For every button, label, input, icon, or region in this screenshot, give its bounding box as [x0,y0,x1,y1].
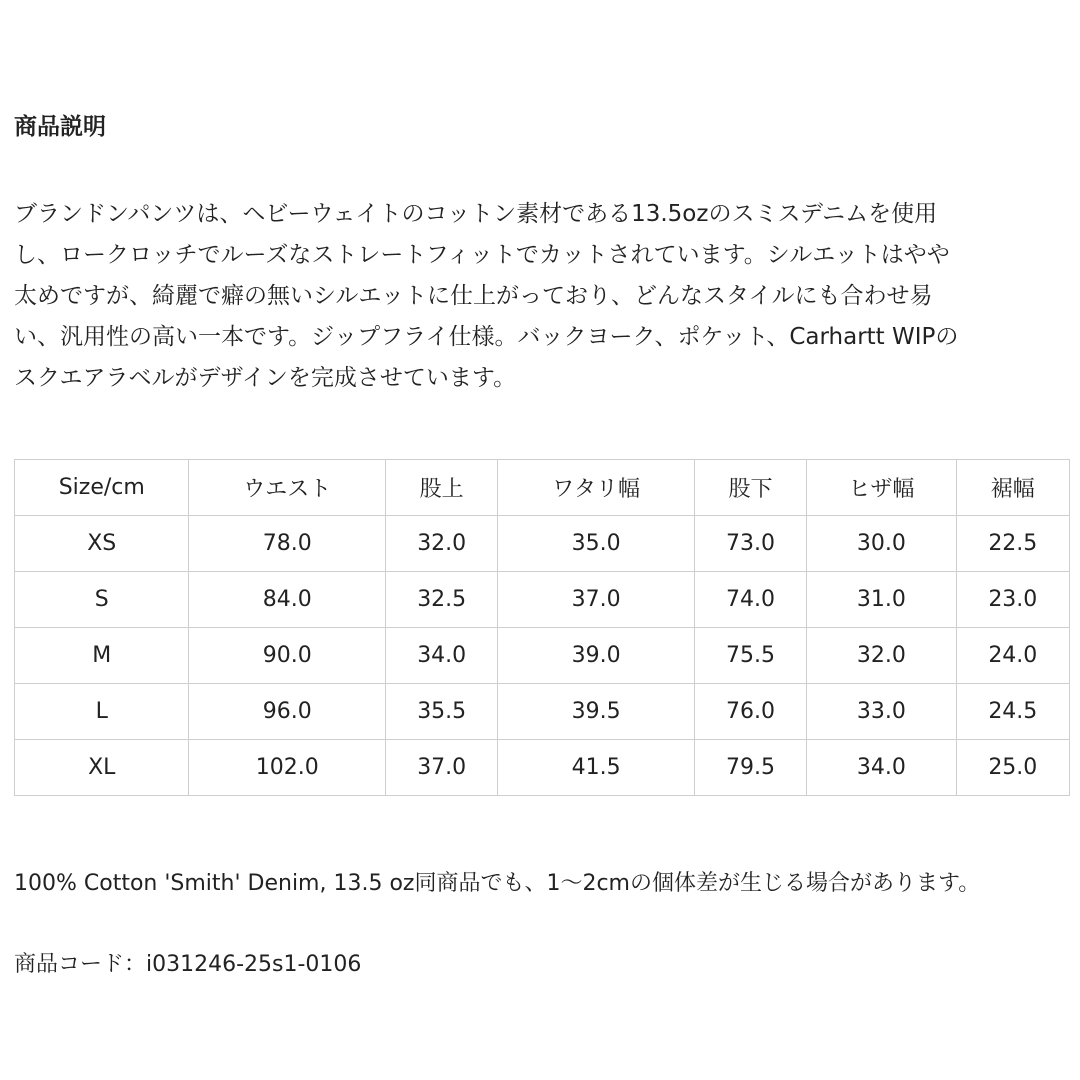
waist-cell: 102.0 [189,740,386,796]
rise-cell: 34.0 [386,628,498,684]
column-header-size: Size/cm [15,460,189,516]
description-line: 太めですが、綺麗で癖の無いシルエットに仕上がっており、どんなスタイルにも合わせ易 [14,283,933,309]
column-header-thigh: ワタリ幅 [498,460,695,516]
rise-cell: 32.5 [386,572,498,628]
size-cell: XS [15,516,189,572]
product-code: 商品コード：i031246-25s1-0106 [14,952,362,977]
knee-cell: 33.0 [807,684,956,740]
column-header-knee: ヒザ幅 [807,460,956,516]
inseam-cell: 73.0 [694,516,806,572]
size-cell: S [15,572,189,628]
section-heading: 商品説明 [14,114,106,140]
inseam-cell: 74.0 [694,572,806,628]
waist-cell: 78.0 [189,516,386,572]
variance-note: 100% Cotton 'Smith' Denim, 13.5 oz同商品でも、1～2cmの個体差が生じる場合があります。 [14,871,981,896]
inseam-cell: 79.5 [694,740,806,796]
column-header-hem: 裾幅 [956,460,1069,516]
table-row [15,572,1070,628]
inseam-cell: 76.0 [694,684,806,740]
column-header-inseam: 股下 [694,460,806,516]
waist-cell: 90.0 [189,628,386,684]
knee-cell: 31.0 [807,572,956,628]
column-header-rise: 股上 [386,460,498,516]
size-cell: XL [15,740,189,796]
product-description [14,194,1066,399]
rise-cell: 37.0 [386,740,498,796]
description-line: し、ロークロッチでルーズなストレートフィットでカットされています。シルエットはやや [14,242,950,268]
hem-cell: 25.0 [956,740,1069,796]
waist-cell: 96.0 [189,684,386,740]
hem-cell: 24.0 [956,628,1069,684]
table-row [15,628,1070,684]
description-line: ブランドンパンツは、ヘビーウェイトのコットン素材である13.5ozのスミスデニムを使用 [14,201,938,227]
description-line: スクエアラベルがデザインを完成させています。 [14,365,517,391]
description-line: い、汎用性の高い一本です。ジップフライ仕様。バックヨーク、ポケット、Carhartt WIPの [14,324,959,350]
knee-cell: 30.0 [807,516,956,572]
thigh-cell: 41.5 [498,740,695,796]
inseam-cell: 75.5 [694,628,806,684]
hem-cell: 22.5 [956,516,1069,572]
column-header-waist: ウエスト [189,460,386,516]
table-row [15,516,1070,572]
rise-cell: 32.0 [386,516,498,572]
rise-cell: 35.5 [386,684,498,740]
table-row [15,740,1070,796]
size-cell: L [15,684,189,740]
hem-cell: 24.5 [956,684,1069,740]
waist-cell: 84.0 [189,572,386,628]
thigh-cell: 35.0 [498,516,695,572]
table-row [15,684,1070,740]
thigh-cell: 39.5 [498,684,695,740]
knee-cell: 32.0 [807,628,956,684]
hem-cell: 23.0 [956,572,1069,628]
thigh-cell: 39.0 [498,628,695,684]
knee-cell: 34.0 [807,740,956,796]
size-chart-table [14,459,1070,796]
table-header-row [15,460,1070,516]
size-cell: M [15,628,189,684]
thigh-cell: 37.0 [498,572,695,628]
